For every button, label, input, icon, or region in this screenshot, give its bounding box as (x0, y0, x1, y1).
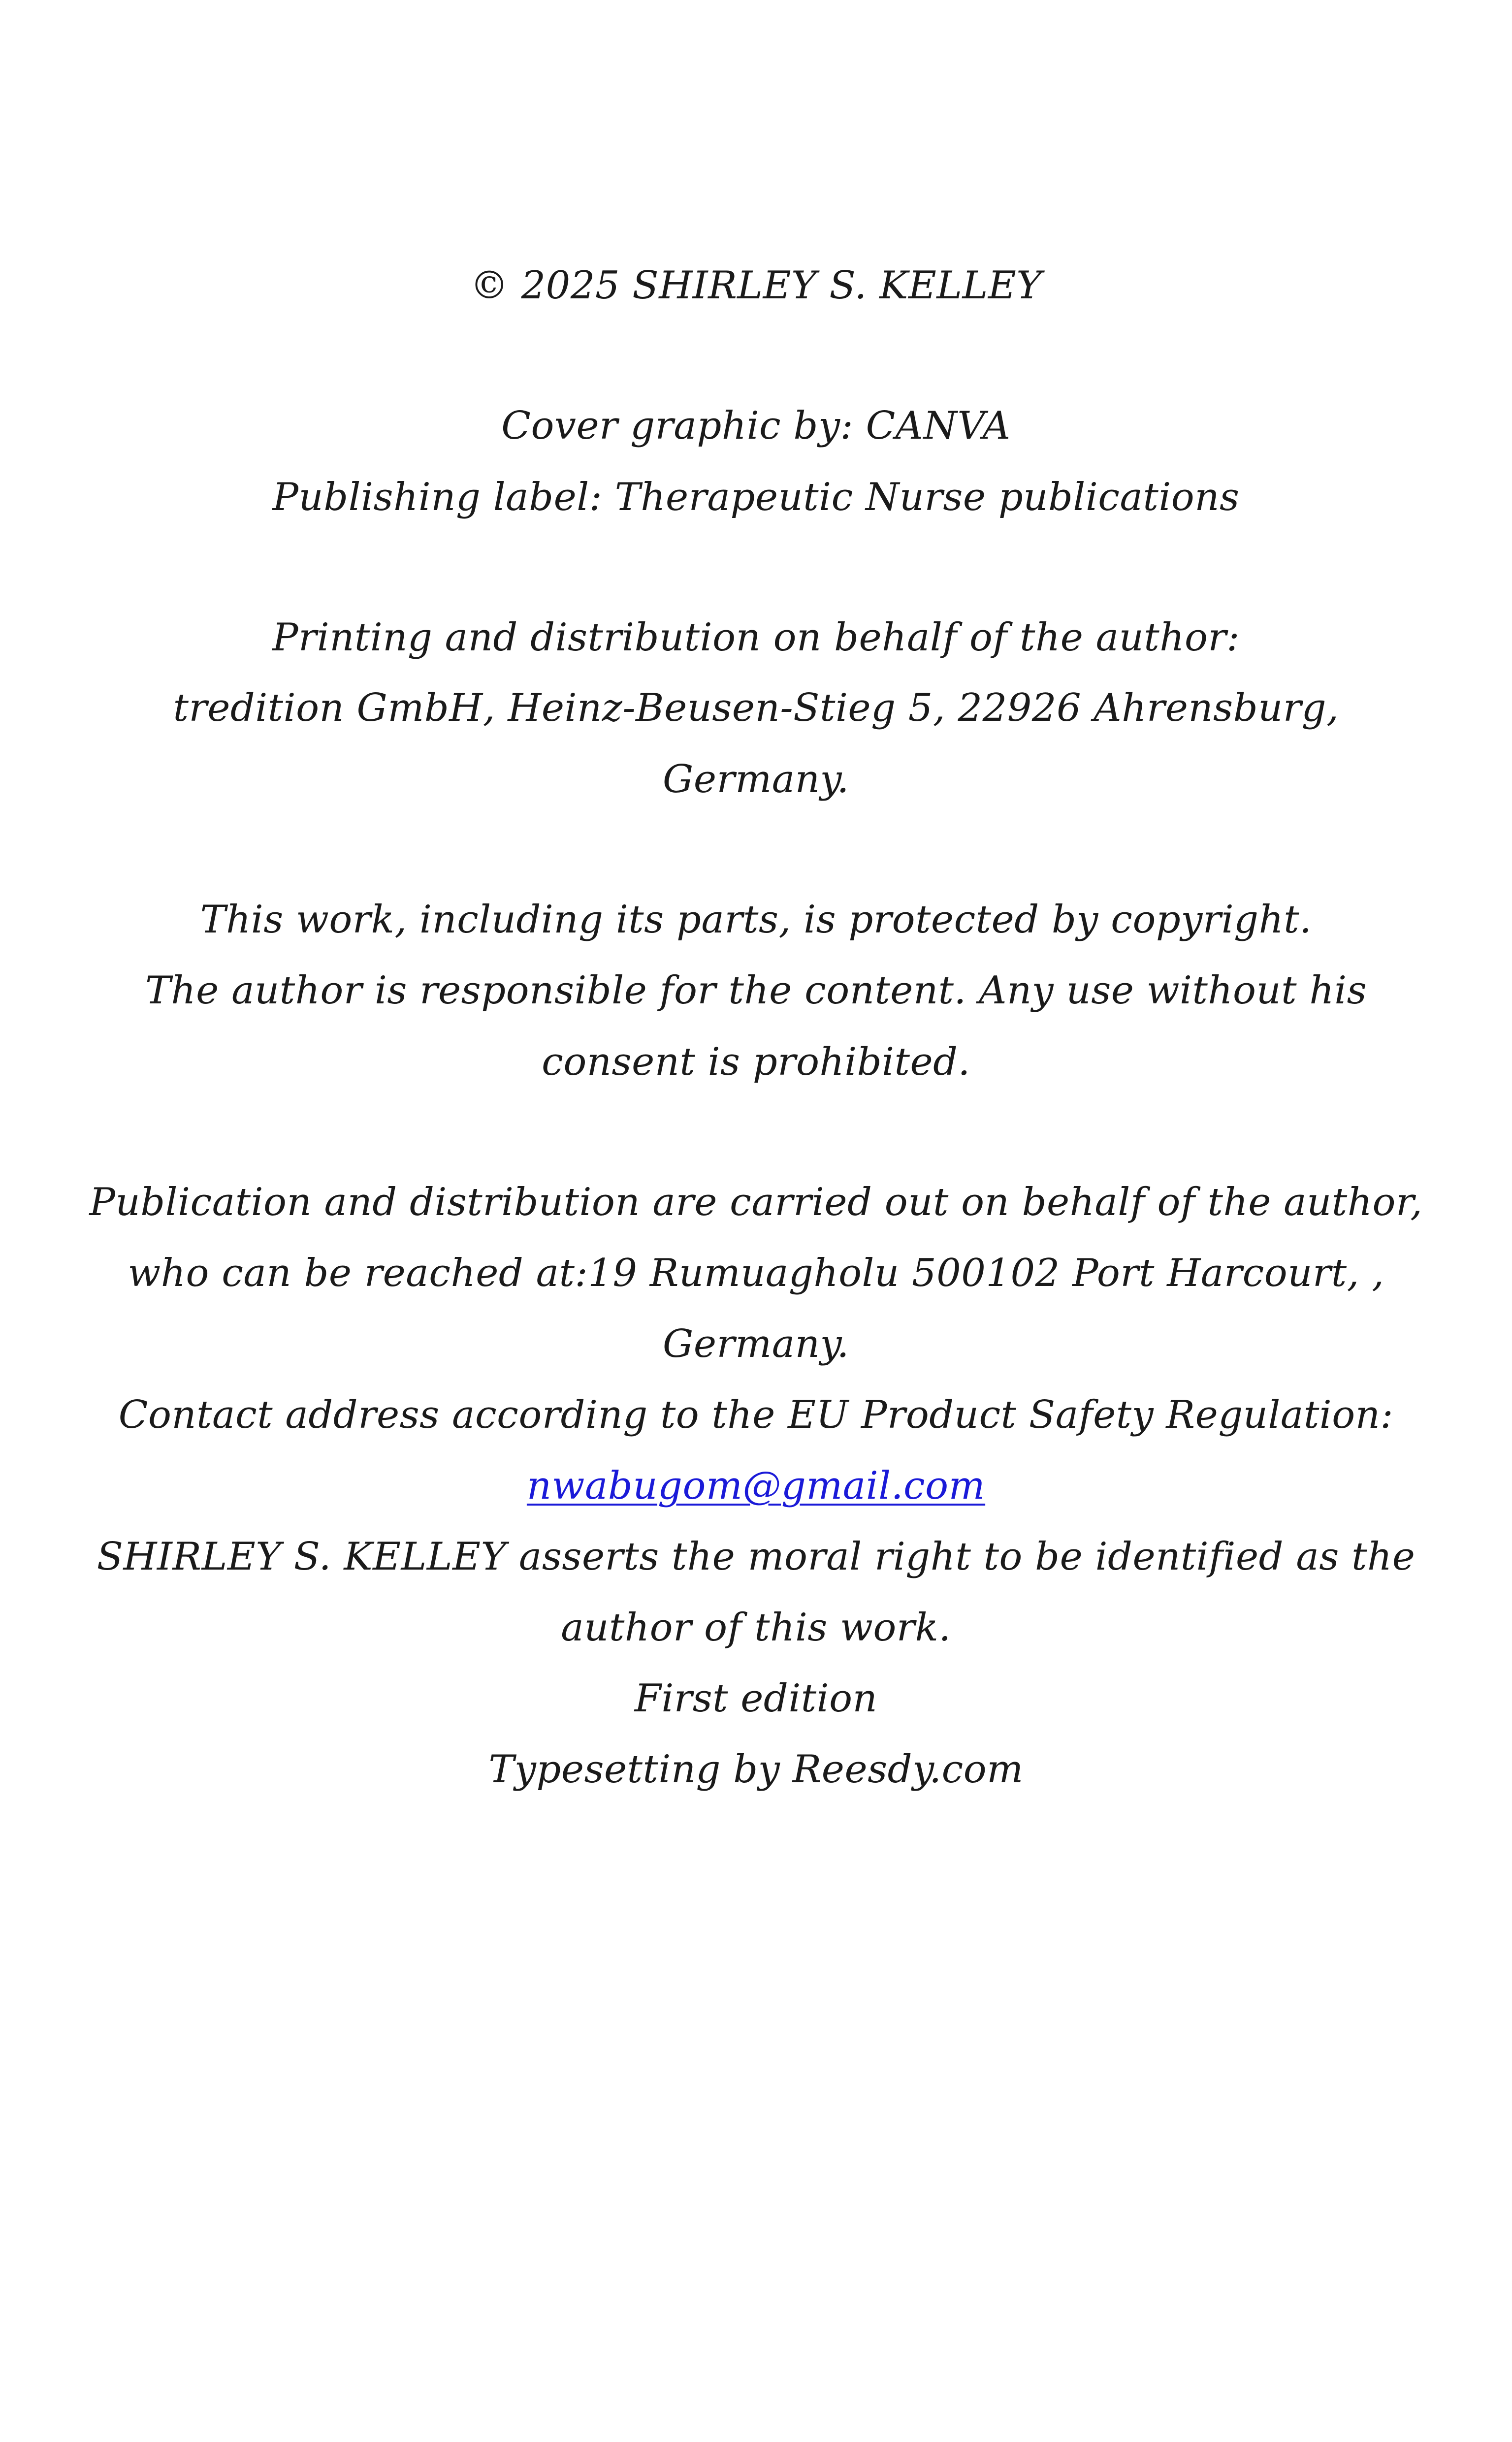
typesetting-line: Typesetting by Reesdy.com (488, 1747, 1024, 1792)
contact-email-link[interactable]: nwabugom@gmail.com (526, 1464, 986, 1508)
rights-line-3: consent is prohibited. (542, 1040, 970, 1084)
cover-credit: Cover graphic by: CANVA (501, 404, 1011, 448)
moral-right-line-2: author of this work. (561, 1606, 951, 1650)
publication-line-1: Publication and distribution are carried out on behalf of the author, (89, 1180, 1423, 1224)
publication-address: who can be reached at:19 Rumuagholu 500102 Port Harcourt, , (128, 1251, 1384, 1295)
edition-line: First edition (634, 1676, 878, 1721)
contact-statement: Contact address according to the EU Product Safety Regulation: (118, 1393, 1394, 1437)
contact-email-row (0, 1461, 1512, 1510)
printing-line-1: Printing and distribution on behalf of the author: (272, 615, 1240, 660)
rights-line-2: The author is responsible for the content. Any use without his (145, 968, 1367, 1013)
printing-address: tredition GmbH, Heinz-Beusen-Stieg 5, 22926 Ahrensburg, (173, 686, 1339, 730)
rights-line-1: This work, including its parts, is protected by copyright. (200, 898, 1312, 942)
printing-country: Germany. (663, 757, 849, 802)
copyright-line: © 2025 SHIRLEY S. KELLEY (470, 263, 1042, 308)
publication-country: Germany. (663, 1322, 849, 1366)
publishing-label: Publishing label: Therapeutic Nurse publications (272, 475, 1240, 519)
moral-right-line-1: SHIRLEY S. KELLEY asserts the moral right to be identified as the (97, 1535, 1415, 1579)
